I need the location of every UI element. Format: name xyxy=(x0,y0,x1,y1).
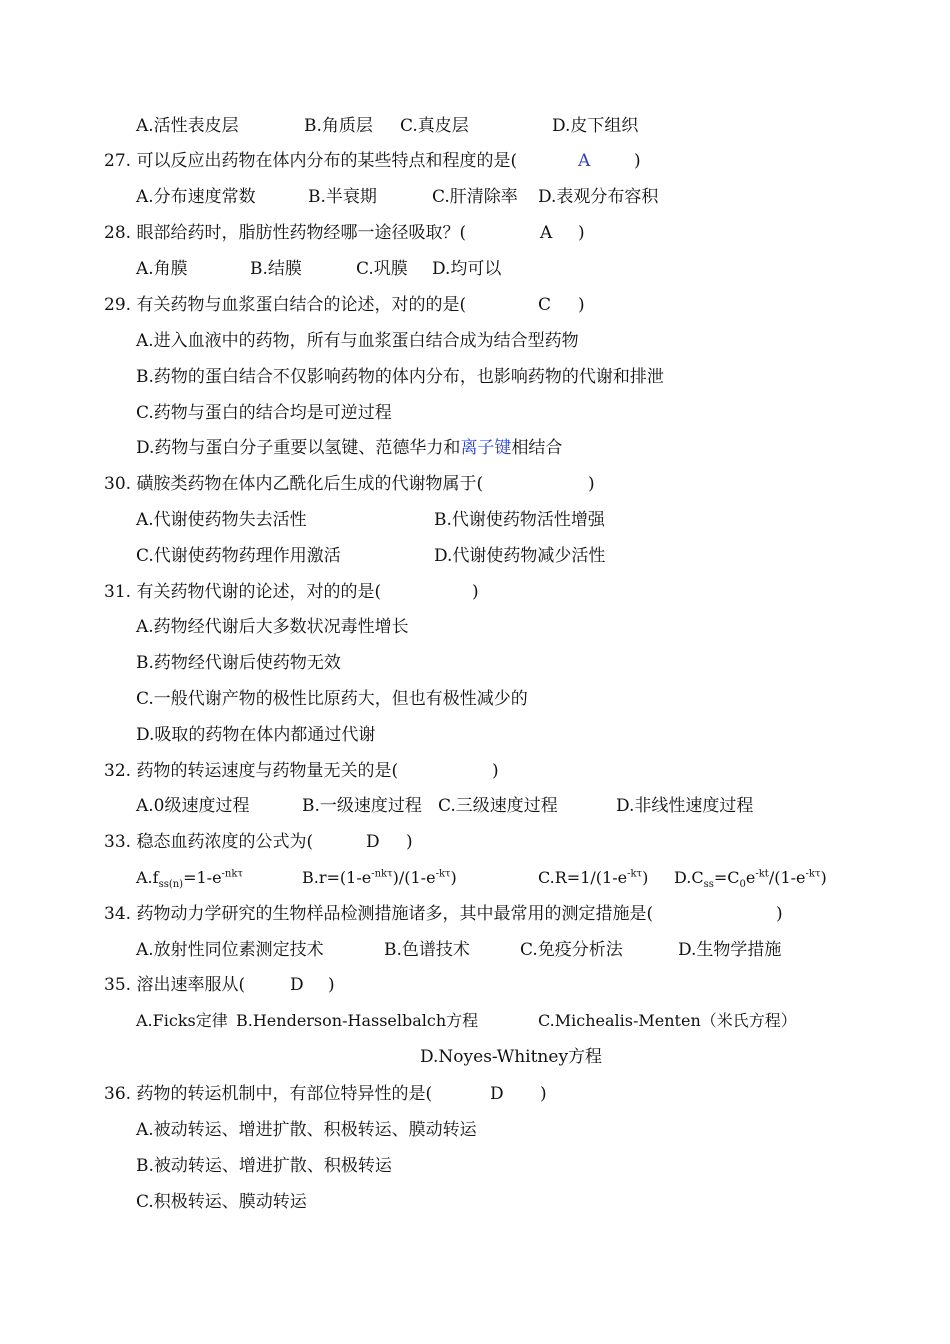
close-paren: ) xyxy=(492,761,499,781)
option-c: C.免疫分析法 xyxy=(520,940,623,960)
option-c: $C.R=1/(1-e^{-k\tau})$ xyxy=(538,868,649,887)
option-d: D.非线性速度过程 xyxy=(616,796,754,816)
option-b: B.结膜 xyxy=(250,259,302,279)
option-a: A.Ficks定律 xyxy=(136,1011,228,1030)
option-b: B.半衰期 xyxy=(308,187,377,207)
answer: D xyxy=(290,975,304,995)
close-paren: ) xyxy=(578,223,585,243)
option-b: B.角质层 xyxy=(304,116,373,136)
close-paren: ) xyxy=(328,975,335,995)
option-c: C.一般代谢产物的极性比原药大，但也有极性减少的 xyxy=(136,689,528,709)
close-paren: ) xyxy=(776,904,783,924)
option-b: B.色谱技术 xyxy=(384,940,470,960)
option-text: D.药物与蛋白分子重要以氢键、范德华力和 xyxy=(136,438,461,458)
option-a: A.代谢使药物失去活性 xyxy=(136,510,307,530)
option-c: C.肝清除率 xyxy=(432,187,518,207)
option-b: B.药物的蛋白结合不仅影响药物的体内分布，也影响药物的代谢和排泄 xyxy=(136,367,664,387)
option-a: A.药物经代谢后大多数状况毒性增长 xyxy=(136,617,409,637)
option-c: C.积极转运、膜动转运 xyxy=(136,1192,307,1212)
option-d: $D.C_{ss}=C_0e^{-kt}/(1-e^{-k\tau})$ xyxy=(674,868,827,891)
option-d: D.生物学措施 xyxy=(678,940,782,960)
option-d: D.代谢使药物减少活性 xyxy=(434,546,606,566)
option-b: B.药物经代谢后使药物无效 xyxy=(136,653,341,673)
close-paren: ) xyxy=(588,474,595,494)
option-b: B.一级速度过程 xyxy=(302,796,422,816)
close-paren: ) xyxy=(634,151,641,171)
option-d: D.表观分布容积 xyxy=(538,187,659,207)
question-text: 36. 药物的转运机制中，有部位特异性的是( xyxy=(104,1084,433,1104)
option-a: A.0级速度过程 xyxy=(136,796,250,816)
option-text-end: 相结合 xyxy=(511,438,563,458)
question-text: 34. 药物动力学研究的生物样品检测措施诸多，其中最常用的测定措施是( xyxy=(104,904,654,924)
option-b: B.代谢使药物活性增强 xyxy=(434,510,605,530)
option-d: D.均可以 xyxy=(432,259,502,279)
question-text: 28. 眼部给药时，脂肪性药物经哪一途径吸取？( xyxy=(104,223,467,243)
close-paren: ) xyxy=(406,832,413,852)
option-d: D.Noyes-Whitney方程 xyxy=(420,1047,603,1067)
answer: A xyxy=(578,151,591,171)
option-c: C.代谢使药物药理作用激活 xyxy=(136,546,341,566)
option-c: C.三级速度过程 xyxy=(438,796,558,816)
hyperlink[interactable]: 离子键 xyxy=(460,438,512,458)
option-b: B.被动转运、增进扩散、积极转运 xyxy=(136,1156,392,1176)
option-a: A.分布速度常数 xyxy=(136,187,256,207)
answer: C xyxy=(538,295,552,315)
option-c: C.巩膜 xyxy=(356,259,408,279)
question-text: 32. 药物的转运速度与药物量无关的是( xyxy=(104,761,399,781)
question-text: 33. 稳态血药浓度的公式为( xyxy=(104,832,314,852)
question-text: 30. 磺胺类药物在体内乙酰化后生成的代谢物属于( xyxy=(104,474,484,494)
answer: A xyxy=(540,223,553,243)
question-text: 35. 溶出速率服从( xyxy=(104,975,246,995)
answer: D xyxy=(490,1084,504,1104)
close-paren: ) xyxy=(472,582,479,602)
option-d: D.吸取的药物在体内都通过代谢 xyxy=(136,725,376,745)
option-a: A.进入血液中的药物，所有与血浆蛋白结合成为结合型药物 xyxy=(136,331,579,351)
question-text: 29. 有关药物与血浆蛋白结合的论述，对的的是( xyxy=(104,295,467,315)
option-b: $B.r=(1-e^{-nk\tau})/(1-e^{-k\tau})$ xyxy=(302,868,457,887)
option-b: B.Henderson-Hasselbalch方程 xyxy=(236,1011,479,1030)
option-a: A.被动转运、增进扩散、积极转运、膜动转运 xyxy=(136,1120,477,1140)
option-a: $A.f_{ss(n)}=1-e^{-nk\tau}$ xyxy=(136,868,243,891)
answer: D xyxy=(366,832,380,852)
option-c: C.药物与蛋白的结合均是可逆过程 xyxy=(136,403,392,423)
question-text: 27. 可以反应出药物在体内分布的某些特点和程度的是( xyxy=(104,151,518,171)
option-a: A.活性表皮层 xyxy=(136,116,239,136)
option-c: C.真皮层 xyxy=(400,116,469,136)
option-a: A.角膜 xyxy=(136,259,188,279)
close-paren: ) xyxy=(578,295,585,315)
question-text: 31. 有关药物代谢的论述，对的的是( xyxy=(104,582,382,602)
option-a: A.放射性同位素测定技术 xyxy=(136,940,324,960)
option-d xyxy=(136,433,562,463)
option-d: D.皮下组织 xyxy=(552,116,639,136)
option-c: C.Michealis-Menten（米氏方程） xyxy=(538,1011,797,1030)
close-paren: ) xyxy=(540,1084,547,1104)
